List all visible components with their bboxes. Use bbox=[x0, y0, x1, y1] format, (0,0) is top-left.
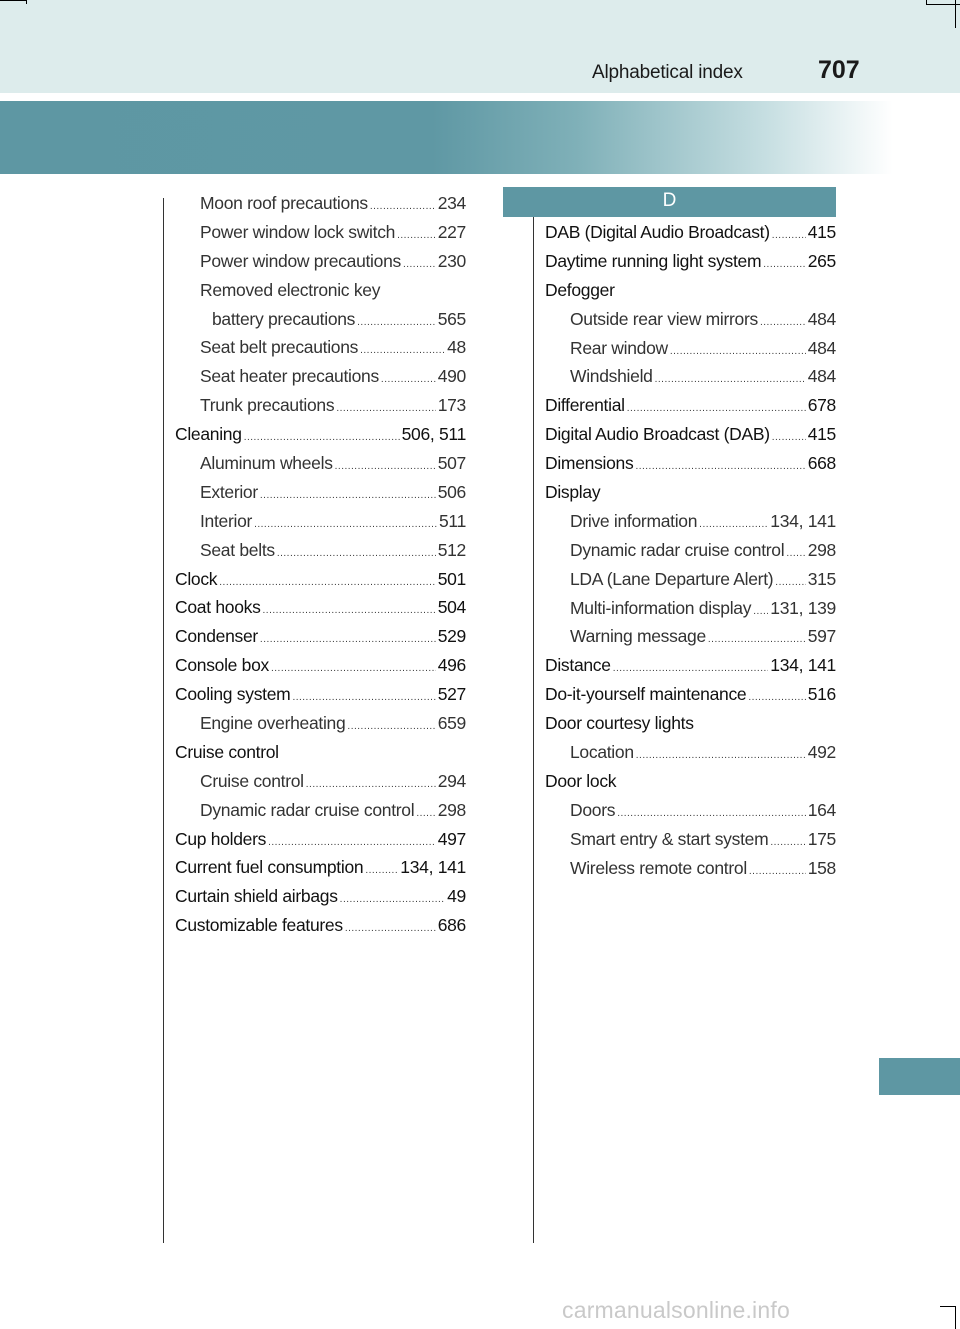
index-entry-page[interactable]: 158 bbox=[807, 857, 836, 878]
index-entry-page[interactable]: 134, 141 bbox=[400, 857, 466, 878]
index-entry[interactable] bbox=[175, 825, 466, 854]
index-entry-label: Multi-information display bbox=[570, 597, 752, 618]
index-column-right bbox=[545, 218, 836, 882]
index-entry-page[interactable]: 678 bbox=[807, 395, 836, 416]
section-letter-header: D bbox=[503, 187, 836, 217]
leader-dots bbox=[345, 915, 436, 944]
index-entry-label: Drive information bbox=[570, 510, 698, 531]
index-entry-label: Dynamic radar cruise control bbox=[200, 799, 415, 820]
index-entry-page[interactable]: 234 bbox=[437, 193, 466, 213]
index-entry-label: Display bbox=[545, 482, 601, 503]
index-entry[interactable] bbox=[545, 565, 836, 594]
index-entry-label: Exterior bbox=[200, 481, 258, 502]
index-entry[interactable] bbox=[175, 449, 466, 478]
index-entry[interactable] bbox=[175, 305, 466, 334]
crop-mark bbox=[0, 0, 26, 1]
index-entry[interactable] bbox=[545, 651, 836, 680]
index-entry-label: battery precautions bbox=[212, 308, 356, 329]
index-entry[interactable] bbox=[175, 911, 466, 940]
index-entry-page[interactable]: 230 bbox=[437, 250, 466, 271]
index-entry-label: Seat belts bbox=[200, 539, 275, 560]
crop-mark bbox=[955, 0, 956, 28]
index-entry bbox=[545, 709, 836, 738]
index-entry-page[interactable]: 492 bbox=[807, 742, 836, 763]
index-entry-page[interactable]: 134, 141 bbox=[770, 655, 836, 676]
index-entry-label: Coat hooks bbox=[175, 597, 261, 618]
index-entry-page[interactable]: 511 bbox=[439, 510, 466, 531]
index-entry bbox=[175, 276, 466, 305]
index-entry-label: Cruise control bbox=[175, 741, 279, 762]
index-entry-label: LDA (Lane Departure Alert) bbox=[570, 568, 774, 589]
index-entry-label: Do-it-yourself maintenance bbox=[545, 684, 747, 705]
index-entry-page[interactable]: 496 bbox=[437, 655, 466, 676]
index-entry-page[interactable]: 506, 511 bbox=[401, 424, 466, 445]
index-entry-page[interactable]: 484 bbox=[807, 366, 836, 387]
index-entry-label: Warning message bbox=[570, 626, 706, 647]
index-entry-label: Daytime running light system bbox=[545, 250, 762, 271]
index-entry-label: Door courtesy lights bbox=[545, 713, 694, 734]
page-title: Alphabetical index bbox=[592, 62, 743, 83]
index-entry-page[interactable]: 134, 141 bbox=[770, 510, 836, 531]
index-entry-page[interactable]: 175 bbox=[807, 828, 836, 849]
index-entry-label: Clock bbox=[175, 568, 218, 589]
index-entry[interactable] bbox=[175, 478, 466, 507]
index-entry-page[interactable]: 529 bbox=[437, 626, 466, 647]
index-entry-label: Dimensions bbox=[545, 453, 634, 474]
index-entry[interactable] bbox=[545, 391, 836, 420]
index-entry[interactable] bbox=[545, 362, 836, 391]
index-entry-page[interactable]: 668 bbox=[807, 453, 836, 474]
index-entry-label: Defogger bbox=[545, 279, 615, 300]
index-entry-page[interactable]: 497 bbox=[437, 828, 466, 849]
index-entry-label: Rear window bbox=[570, 337, 668, 358]
column-divider-left bbox=[163, 198, 164, 1243]
index-entry[interactable] bbox=[545, 218, 836, 247]
index-entry-page[interactable]: 506 bbox=[437, 481, 466, 502]
index-entry[interactable] bbox=[175, 651, 466, 680]
index-entry[interactable] bbox=[545, 594, 836, 623]
index-entry-label: Digital Audio Broadcast (DAB) bbox=[545, 424, 770, 445]
index-entry[interactable] bbox=[545, 536, 836, 565]
index-entry[interactable] bbox=[545, 854, 836, 883]
index-entry-page[interactable]: 298 bbox=[807, 539, 836, 560]
index-entry-label: Condenser bbox=[175, 626, 258, 647]
index-side-tab[interactable] bbox=[879, 1058, 960, 1095]
index-entry-label: Cup holders bbox=[175, 828, 267, 849]
index-entry[interactable] bbox=[175, 593, 466, 622]
index-entry[interactable] bbox=[175, 796, 466, 825]
watermark: carmanualsonline.info bbox=[562, 1297, 790, 1323]
index-entry-page[interactable]: 315 bbox=[807, 568, 836, 589]
index-entry-label: Wireless remote control bbox=[570, 857, 747, 878]
index-entry[interactable] bbox=[175, 622, 466, 651]
index-entry-label: Distance bbox=[545, 655, 611, 676]
index-entry[interactable] bbox=[545, 738, 836, 767]
index-entry-label: Windshield bbox=[570, 366, 653, 387]
index-entry-page[interactable]: 48 bbox=[447, 337, 466, 358]
index-entry[interactable] bbox=[175, 709, 466, 738]
index-entry-label: Current fuel consumption bbox=[175, 857, 364, 878]
index-entry[interactable] bbox=[545, 449, 836, 478]
index-entry-label: Interior bbox=[200, 510, 253, 531]
index-entry[interactable] bbox=[545, 796, 836, 825]
index-entry-label: Cruise control bbox=[200, 770, 304, 791]
index-entry[interactable] bbox=[175, 333, 466, 362]
index-entry-label: Console box bbox=[175, 655, 269, 676]
index-entry-label: Power window precautions bbox=[200, 250, 401, 271]
index-entry-label: Power window lock switch bbox=[200, 221, 396, 242]
index-entry-label: Aluminum wheels bbox=[200, 453, 333, 474]
index-entry-page[interactable]: 415 bbox=[807, 424, 836, 445]
index-entry-page[interactable]: 507 bbox=[437, 453, 466, 474]
index-entry-label: Removed electronic key bbox=[200, 279, 381, 300]
index-entry[interactable] bbox=[545, 420, 836, 449]
index-entry[interactable] bbox=[545, 507, 836, 536]
index-entry[interactable] bbox=[545, 247, 836, 276]
index-entry-label: Differential bbox=[545, 395, 625, 416]
index-entry[interactable] bbox=[175, 189, 466, 218]
index-entry-page[interactable]: 484 bbox=[807, 308, 836, 329]
index-entry-label: Smart entry & start system bbox=[570, 828, 769, 849]
index-entry[interactable] bbox=[545, 622, 836, 651]
index-entry-label: Dynamic radar cruise control bbox=[570, 539, 785, 560]
index-entry[interactable] bbox=[175, 680, 466, 709]
index-entry-page[interactable]: 294 bbox=[437, 770, 466, 791]
crop-mark bbox=[26, 0, 27, 4]
index-column-left bbox=[175, 189, 466, 940]
index-entry-page[interactable]: 173 bbox=[437, 395, 466, 416]
index-entry-page[interactable]: 686 bbox=[437, 915, 466, 936]
index-entry-label: Moon roof precautions bbox=[200, 193, 368, 213]
index-entry-page[interactable]: 565 bbox=[437, 308, 466, 329]
index-entry-label: Outside rear view mirrors bbox=[570, 308, 758, 329]
index-entry[interactable] bbox=[175, 767, 466, 796]
index-entry-label: Seat belt precautions bbox=[200, 337, 359, 358]
index-entry-label: Trunk precautions bbox=[200, 395, 335, 416]
index-entry[interactable] bbox=[175, 565, 466, 594]
column-divider-right bbox=[533, 198, 534, 1243]
index-entry-page[interactable]: 415 bbox=[807, 222, 836, 242]
index-entry-page[interactable]: 490 bbox=[437, 366, 466, 387]
crop-mark bbox=[940, 1306, 955, 1307]
index-entry-page[interactable]: 298 bbox=[437, 799, 466, 820]
index-entry[interactable] bbox=[175, 218, 466, 247]
index-entry bbox=[175, 738, 466, 767]
index-entry-page[interactable]: 164 bbox=[807, 799, 836, 820]
index-entry-label: Door lock bbox=[545, 770, 617, 791]
index-entry bbox=[545, 276, 836, 305]
index-entry-label: Engine overheating bbox=[200, 713, 346, 734]
header-gradient-band bbox=[0, 101, 960, 174]
index-entry[interactable] bbox=[175, 420, 466, 449]
index-entry[interactable] bbox=[175, 536, 466, 565]
index-entry-label: Customizable features bbox=[175, 915, 343, 936]
header-band bbox=[0, 0, 960, 93]
index-entry-page[interactable]: 512 bbox=[437, 539, 466, 560]
index-entry-label: Seat heater precautions bbox=[200, 366, 379, 387]
index-entry-page[interactable]: 265 bbox=[807, 250, 836, 271]
index-entry-label: DAB (Digital Audio Broadcast) bbox=[545, 222, 770, 242]
index-entry bbox=[545, 478, 836, 507]
index-entry-page[interactable]: 659 bbox=[437, 713, 466, 734]
index-entry-page[interactable]: 504 bbox=[437, 597, 466, 618]
index-entry[interactable] bbox=[175, 247, 466, 276]
index-entry[interactable] bbox=[545, 680, 836, 709]
index-entry-label: Cooling system bbox=[175, 684, 291, 705]
index-entry-page[interactable]: 527 bbox=[437, 684, 466, 705]
index-entry-label: Curtain shield airbags bbox=[175, 886, 338, 907]
index-entry-page[interactable]: 484 bbox=[807, 337, 836, 358]
crop-mark bbox=[955, 1306, 956, 1329]
page-number: 707 bbox=[818, 56, 860, 84]
index-entry[interactable] bbox=[545, 825, 836, 854]
index-entry-label: Location bbox=[570, 742, 634, 763]
leader-dots bbox=[749, 858, 806, 887]
index-entry[interactable] bbox=[545, 334, 836, 363]
index-entry[interactable] bbox=[175, 882, 466, 911]
index-entry-label: Cleaning bbox=[175, 424, 242, 445]
index-entry[interactable] bbox=[175, 391, 466, 420]
index-entry-page[interactable]: 131, 139 bbox=[770, 597, 836, 618]
index-entry-page[interactable]: 501 bbox=[437, 568, 466, 589]
index-entry[interactable] bbox=[175, 853, 466, 882]
index-entry-page[interactable]: 597 bbox=[807, 626, 836, 647]
index-entry-label: Doors bbox=[570, 799, 616, 820]
index-entry-page[interactable]: 227 bbox=[437, 221, 466, 242]
index-entry[interactable] bbox=[175, 507, 466, 536]
index-entry[interactable] bbox=[175, 362, 466, 391]
index-entry[interactable] bbox=[545, 305, 836, 334]
index-entry bbox=[545, 767, 836, 796]
index-entry-page[interactable]: 516 bbox=[807, 684, 836, 705]
index-entry-page[interactable]: 49 bbox=[447, 886, 466, 907]
